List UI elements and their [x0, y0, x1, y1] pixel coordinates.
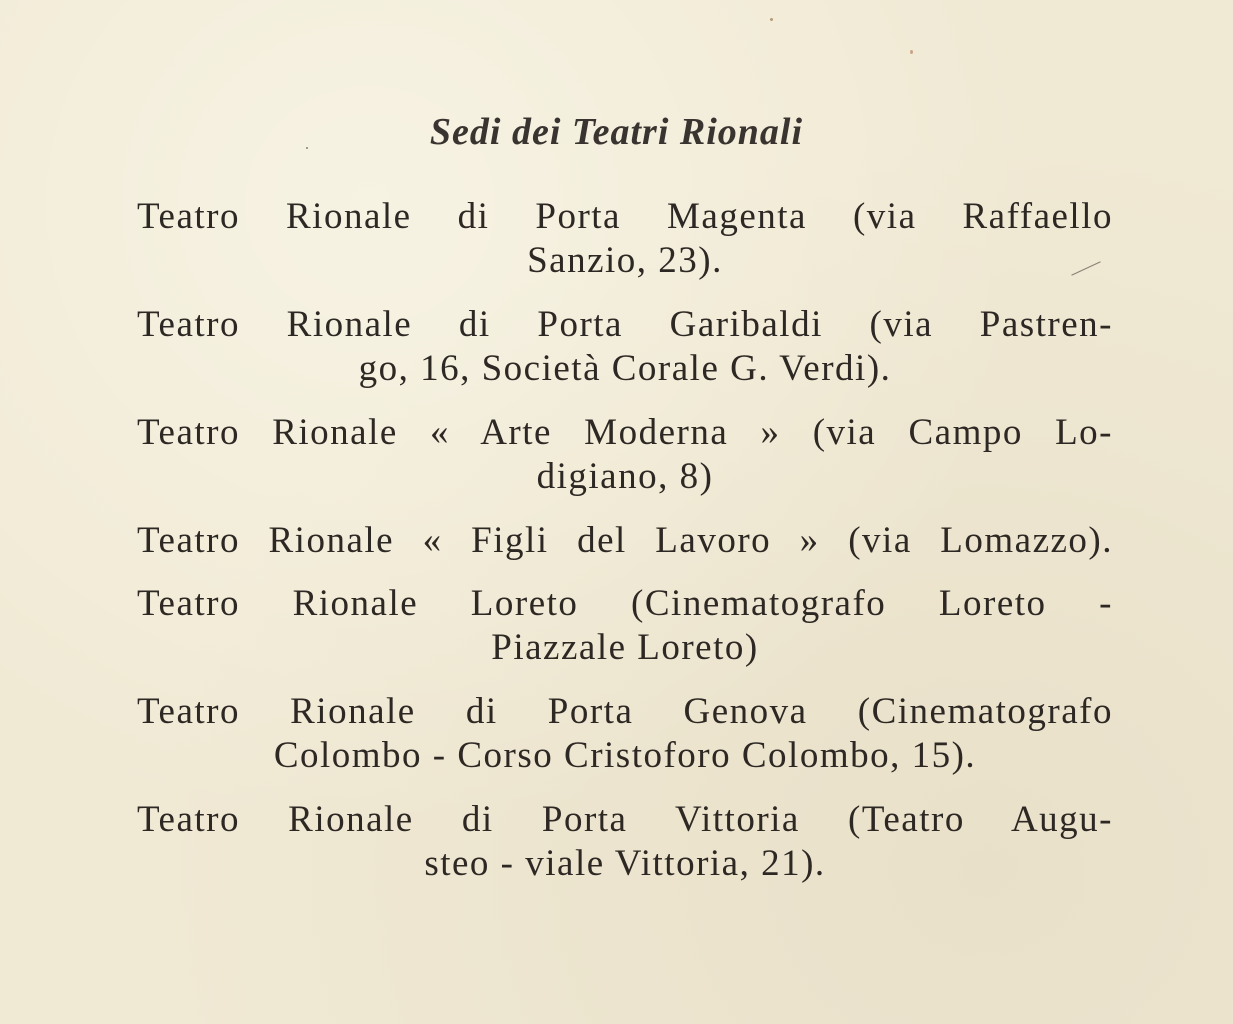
- entry-line: Teatro Rionale « Figli del Lavoro » (via Lomazzo).: [137, 520, 1113, 561]
- entry-continuation: go, 16, Società Corale G. Verdi).: [358, 348, 892, 389]
- theatre-entry: [137, 519, 1113, 563]
- paper-speck: [770, 18, 773, 21]
- entry-continuation: Colombo - Corso Cristoforo Colombo, 15).: [273, 735, 977, 776]
- theatre-entry: [137, 690, 1113, 778]
- entry-line: Teatro Rionale di Porta Magenta (via Raffaello: [137, 196, 1113, 237]
- entry-line: Teatro Rionale « Arte Moderna » (via Campo Lo-: [137, 412, 1113, 453]
- entry-continuation: digiano, 8): [536, 456, 714, 497]
- theatre-entry: [137, 798, 1113, 886]
- theatre-entry: [137, 195, 1113, 283]
- entry-line: Teatro Rionale di Porta Genova (Cinematografo: [137, 691, 1113, 732]
- theatre-entry: [137, 303, 1113, 391]
- theatre-entry: [137, 582, 1113, 670]
- entry-line: Teatro Rionale di Porta Vittoria (Teatro Augu-: [137, 799, 1113, 840]
- entry-continuation: Sanzio, 23).: [527, 240, 723, 281]
- entry-continuation: Piazzale Loreto): [491, 627, 759, 668]
- entry-line: Teatro Rionale di Porta Garibaldi (via Pastren-: [137, 304, 1113, 345]
- theatre-entry: [137, 411, 1113, 499]
- entry-line: Teatro Rionale Loreto (Cinematografo Loreto -: [137, 583, 1113, 624]
- page-title: Sedi dei Teatri Rionali: [429, 111, 804, 153]
- paper-speck: [910, 50, 913, 54]
- entry-continuation: steo - viale Vittoria, 21).: [424, 843, 826, 884]
